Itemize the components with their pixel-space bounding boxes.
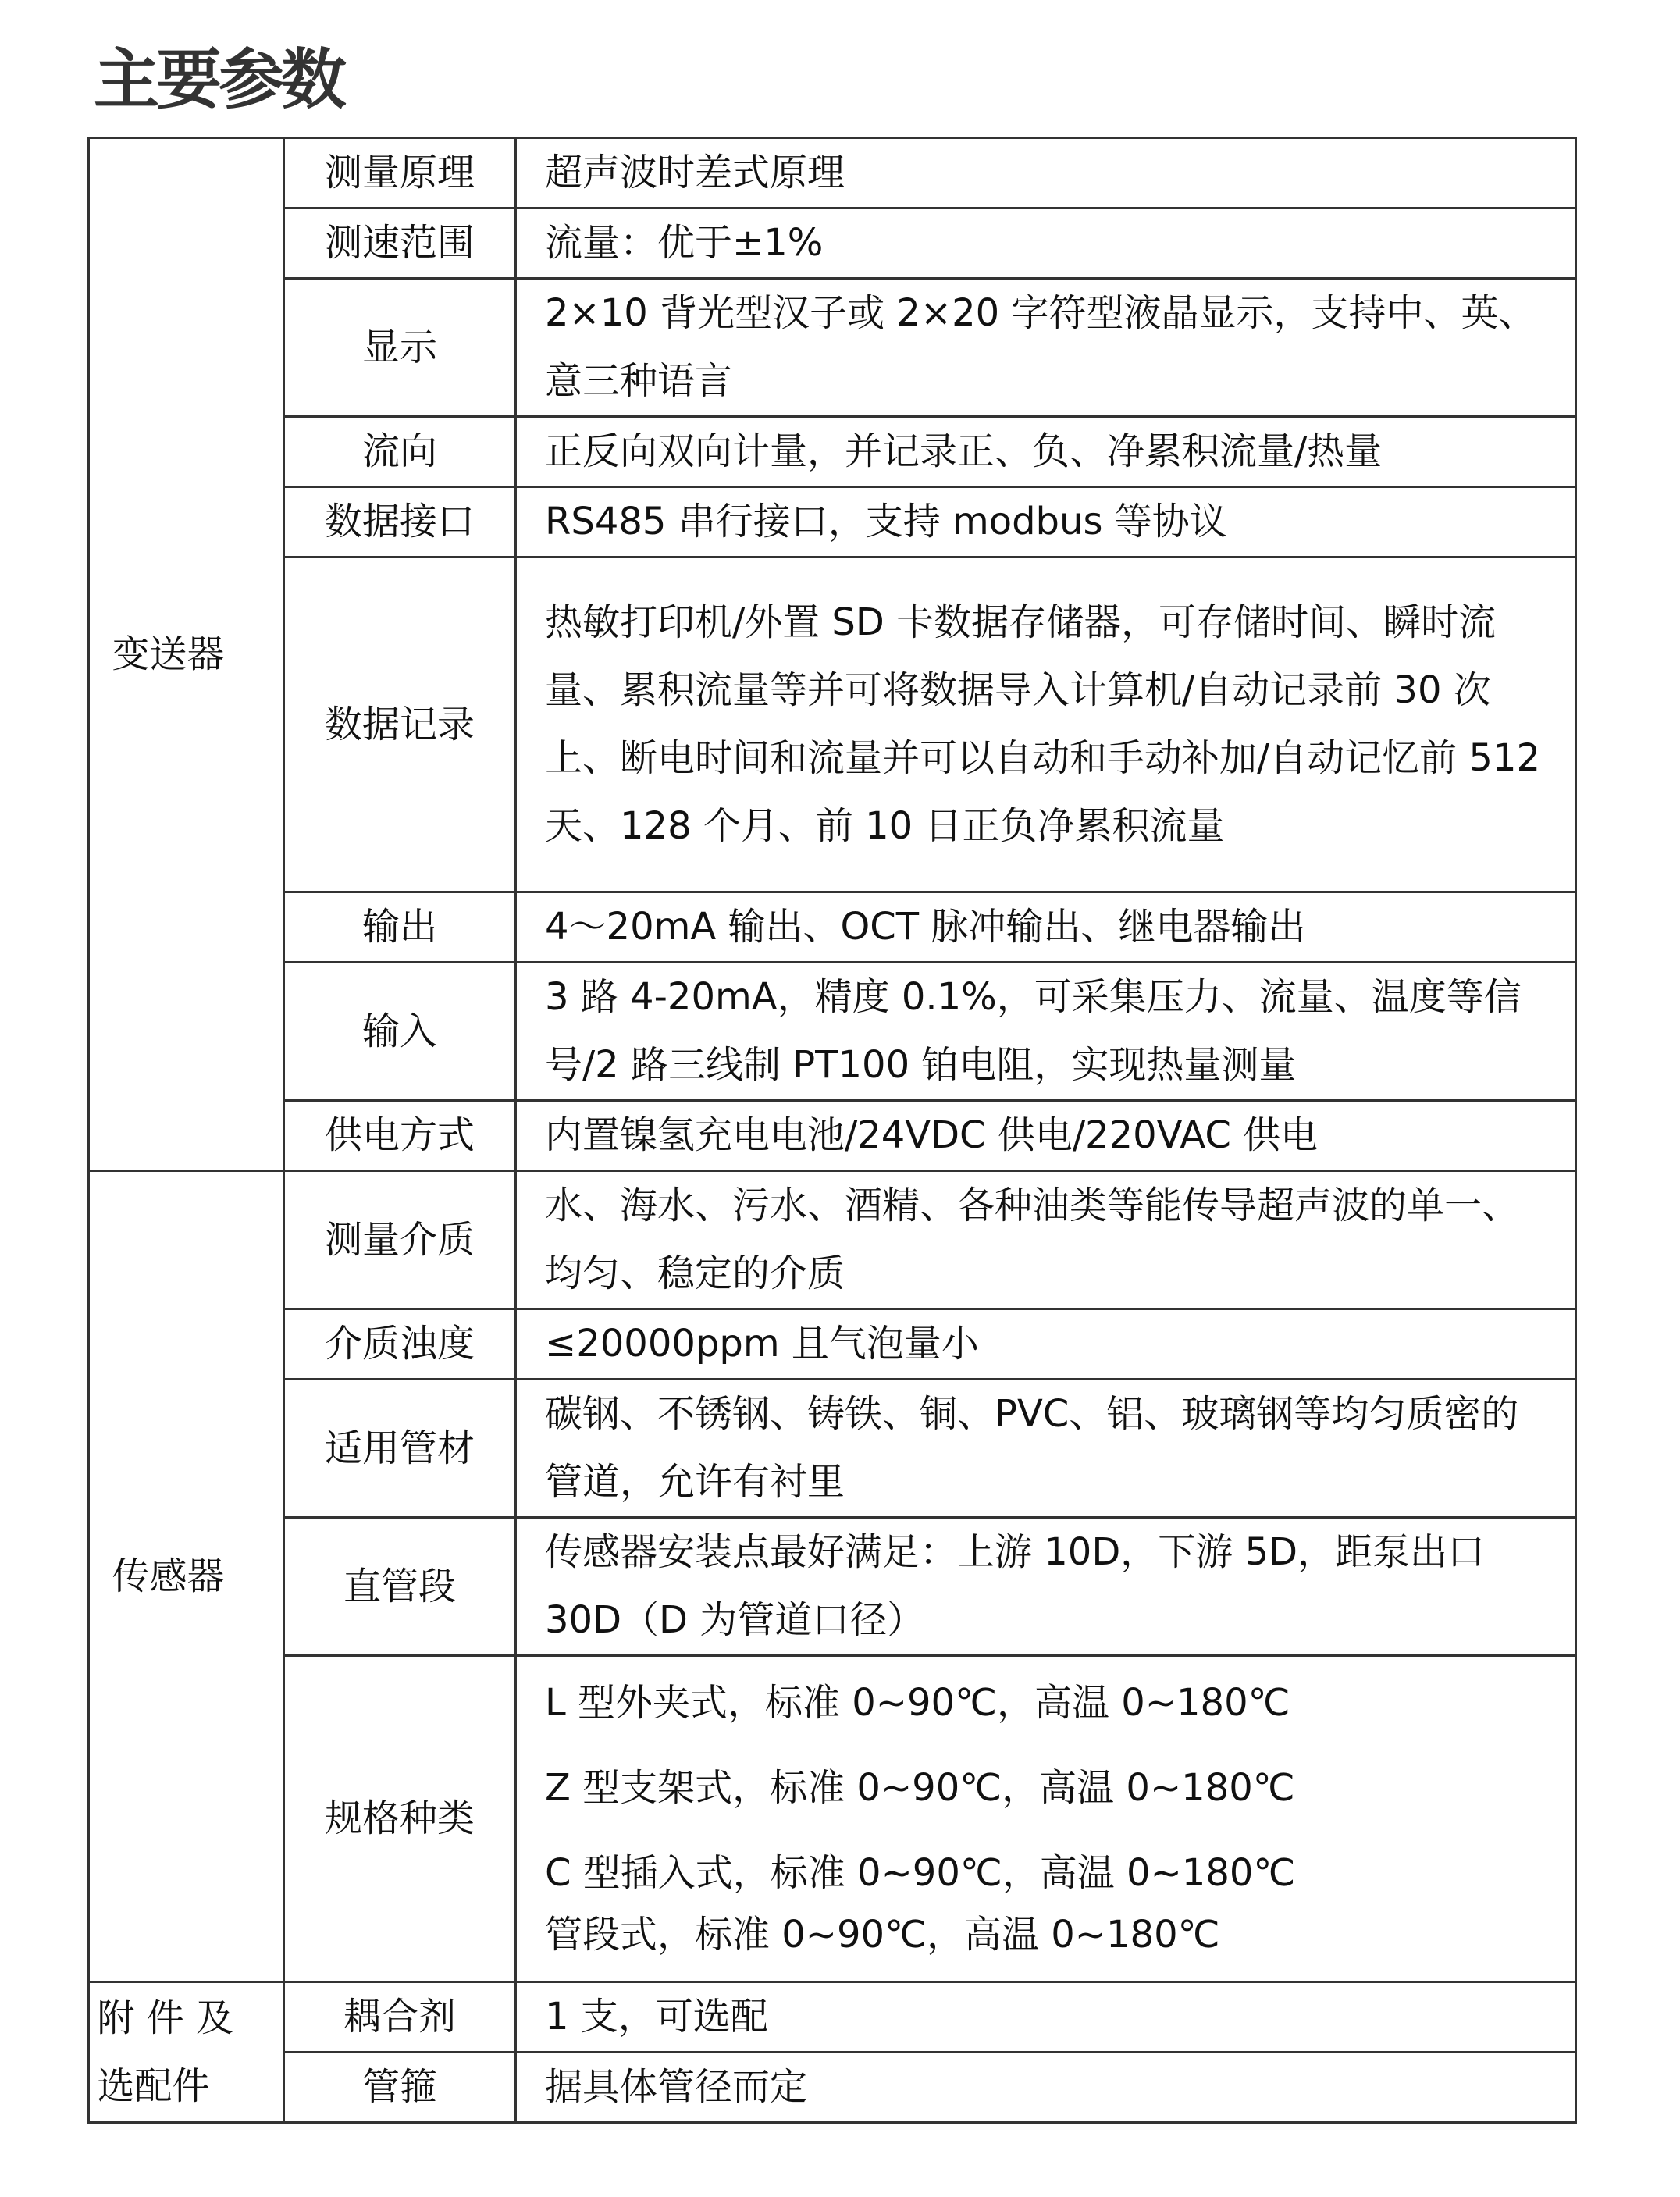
table-row xyxy=(89,1982,1576,2053)
param-value: 4～20mA 输出、OCT 脉冲输出、继电器输出 xyxy=(516,892,1576,963)
param-label: 耦合剂 xyxy=(284,1982,516,2053)
param-value: 正反向双向计量，并记录正、负、净累积流量/热量 xyxy=(516,417,1576,487)
param-value: 流量：优于±1% xyxy=(516,208,1576,279)
param-label: 适用管材 xyxy=(284,1380,516,1518)
table-row xyxy=(89,1380,1576,1518)
page-title: 主要参数 xyxy=(94,41,344,118)
param-label: 测量介质 xyxy=(284,1171,516,1309)
param-label: 流向 xyxy=(284,417,516,487)
param-value: 水、海水、污水、酒精、各种油类等能传导超声波的单一、均匀、稳定的介质 xyxy=(516,1171,1576,1309)
category-label: 传感器 xyxy=(112,1554,225,1598)
param-value: 据具体管径而定 xyxy=(516,2053,1576,2123)
param-label: 数据接口 xyxy=(284,487,516,557)
table-row xyxy=(89,279,1576,417)
table-row xyxy=(89,487,1576,557)
category-label: 附 件 及 选配件 xyxy=(97,1996,234,2108)
param-label: 直管段 xyxy=(284,1518,516,1656)
param-value: 碳钢、不锈钢、铸铁、铜、PVC、铝、玻璃钢等均匀质密的管道，允许有衬里 xyxy=(516,1380,1576,1518)
table-row xyxy=(89,1518,1576,1656)
param-label: 测速范围 xyxy=(284,208,516,279)
category-label: 变送器 xyxy=(112,632,225,676)
table-row xyxy=(89,2053,1576,2123)
spec-type-line: C 型插入式，标准 0~90℃，高温 0~180℃ xyxy=(545,1850,1296,1895)
table-row xyxy=(89,892,1576,963)
category-cell xyxy=(89,1982,284,2123)
table-row xyxy=(89,208,1576,279)
spec-type-line: L 型外夹式，标准 0~90℃，高温 0~180℃ xyxy=(545,1680,1290,1725)
param-label: 数据记录 xyxy=(284,557,516,892)
category-cell xyxy=(89,138,284,1171)
param-label: 输出 xyxy=(284,892,516,963)
param-value: 1 支，可选配 xyxy=(516,1982,1576,2053)
category-cell xyxy=(89,1171,284,1982)
spec-table xyxy=(87,137,1577,2124)
table-row xyxy=(89,1309,1576,1380)
table-row xyxy=(89,1656,1576,1982)
param-value: ≤20000ppm 且气泡量小 xyxy=(516,1309,1576,1380)
param-value: 传感器安装点最好满足：上游 10D，下游 5D，距泵出口 30D（D 为管道口径） xyxy=(516,1518,1576,1656)
param-value: RS485 串行接口，支持 modbus 等协议 xyxy=(516,487,1576,557)
spec-type-line: 管段式，标准 0~90℃，高温 0~180℃ xyxy=(545,1912,1220,1957)
param-label: 规格种类 xyxy=(284,1656,516,1982)
param-label: 输入 xyxy=(284,963,516,1101)
param-label: 显示 xyxy=(284,279,516,417)
param-value: 热敏打印机/外置 SD 卡数据存储器，可存储时间、瞬时流量、累积流量等并可将数据导入计算机/自动记录前 30 次上、断电时间和流量并可以自动和手动补加/自动记忆前 512 天、128 个月、前 10 日正负净累积流量 xyxy=(516,557,1576,892)
param-value: 超声波时差式原理 xyxy=(516,138,1576,208)
table-row xyxy=(89,417,1576,487)
param-value: 内置镍氢充电电池/24VDC 供电/220VAC 供电 xyxy=(516,1101,1576,1171)
spec-type-line: Z 型支架式，标准 0~90℃，高温 0~180℃ xyxy=(545,1765,1295,1810)
table-row xyxy=(89,138,1576,208)
param-label: 供电方式 xyxy=(284,1101,516,1171)
param-label: 介质浊度 xyxy=(284,1309,516,1380)
table-row xyxy=(89,1171,1576,1309)
param-value xyxy=(516,1656,1576,1982)
param-label: 管箍 xyxy=(284,2053,516,2123)
table-row xyxy=(89,557,1576,892)
param-value: 2×10 背光型汉子或 2×20 字符型液晶显示，支持中、英、意三种语言 xyxy=(516,279,1576,417)
table-row xyxy=(89,1101,1576,1171)
param-label: 测量原理 xyxy=(284,138,516,208)
table-row xyxy=(89,963,1576,1101)
param-value: 3 路 4-20mA，精度 0.1%，可采集压力、流量、温度等信号/2 路三线制 PT100 铂电阻，实现热量测量 xyxy=(516,963,1576,1101)
